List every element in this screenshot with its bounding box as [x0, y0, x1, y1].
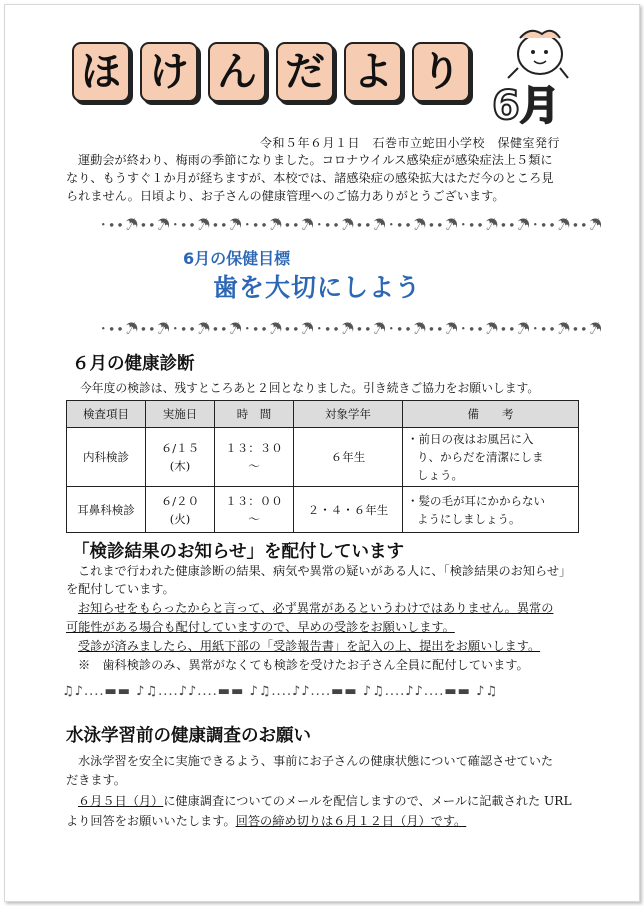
swim-line: だきます。 [66, 773, 126, 787]
intro-line: られません。日頃より、お子さんの健康管理へのご協力ありがとうございます。 [66, 189, 505, 203]
rain-boot-border: ♫♪....▬▬ ♪♫....♪♪....▬▬ ♪♫....♪♪....▬▬ ♪♫....♪♪....▬▬ ♪♫ [62, 684, 499, 699]
cell-item: 内科検診 [67, 428, 146, 487]
umbrella-border: ･∙∙☂∙∙☂･∙∙☂∙∙☂･∙∙☂∙∙☂･∙∙☂∙∙☂･∙∙☂∙∙☂･∙∙☂∙∙☂･∙∙☂∙∙☂ [100, 218, 604, 233]
swim-line: ６月５日（月）に健康調査についてのメールを配信しますので、メールに記載された URL [78, 794, 572, 808]
title-char: り [412, 42, 470, 102]
cell-note: ・髪の毛が耳にかからない ようにしましょう。 [403, 487, 579, 533]
checkup-heading: ６月の健康診断 [72, 354, 195, 374]
cell-note: ・前日の夜はお風呂に入 り、からだを清潔にしま しょう。 [403, 428, 579, 487]
cell-grade: ２・４・６年生 [294, 487, 403, 533]
title-char: ほ [72, 42, 130, 102]
results-line: 可能性がある場合も配付していますので、早めの受診をお願いします。 [66, 620, 455, 634]
title-char: ん [208, 42, 266, 102]
title-char: よ [344, 42, 402, 102]
goal-label: 6月の保健目標 [183, 249, 291, 268]
column-header: 対象学年 [294, 401, 403, 428]
swim-heading: 水泳学習前の健康調査のお願い [66, 726, 311, 746]
checkup-table [66, 400, 579, 533]
cell-time: １３：００ 〜 [215, 487, 294, 533]
cell-time: １３：３０ 〜 [215, 428, 294, 487]
table-row [67, 428, 579, 487]
cell-date: ６/２０ (火) [146, 487, 215, 533]
cell-item: 耳鼻科検診 [67, 487, 146, 533]
goal-main: 歯を大切にしよう [213, 273, 422, 302]
column-header: 備 考 [403, 401, 579, 428]
results-line: お知らせをもらったからと言って、必ず異常があるというわけではありません。異常の [78, 601, 554, 615]
checkup-lead: 今年度の検診は、残すところあと２回となりました。引き続きご協力をお願いします。 [80, 381, 540, 395]
cell-grade: ６年生 [294, 428, 403, 487]
results-line: 受診が済みましたら、用紙下部の「受診報告書」を記入の上、提出をお願いします。 [78, 639, 541, 653]
table-header-row [67, 401, 579, 428]
table-row [67, 487, 579, 533]
results-heading: 「検診結果のお知らせ」を配付しています [72, 542, 404, 562]
results-line: これまで行われた健康診断の結果、病気や異常の疑いがある人に、「検診結果のお知らせ」 [78, 564, 572, 578]
column-header: 検査項目 [67, 401, 146, 428]
results-note: ※ 歯科検診のみ、異常がなくても検診を受けたお子さん全員に配付しています。 [78, 658, 529, 672]
column-header: 実施日 [146, 401, 215, 428]
swim-line: より回答をお願いいたします。回答の締め切りは６月１２日（月）です。 [66, 814, 467, 828]
title-char: け [140, 42, 198, 102]
results-line: を配付しています。 [66, 582, 175, 596]
intro-line: 運動会が終わり、梅雨の季節になりました。コロナウイルス感染症が感染症法上５類に [78, 153, 553, 167]
issuer-line: 令和５年６月１日 石巻市立蛇田小学校 保健室発行 [260, 136, 561, 150]
column-header: 時 間 [215, 401, 294, 428]
swim-line: 水泳学習を安全に実施できるよう、事前にお子さんの健康状態について確認させていた [78, 754, 554, 768]
cell-date: ６/１５ (木) [146, 428, 215, 487]
title-char: だ [276, 42, 334, 102]
intro-line: なり、もうすぐ１か月が経ちますが、本校では、諸感染症の感染拡大はただ今のところ見 [66, 171, 554, 185]
umbrella-border: ･∙∙☂∙∙☂･∙∙☂∙∙☂･∙∙☂∙∙☂･∙∙☂∙∙☂･∙∙☂∙∙☂･∙∙☂∙∙☂･∙∙☂∙∙☂ [100, 322, 604, 337]
month-badge: 6月 [492, 83, 560, 129]
